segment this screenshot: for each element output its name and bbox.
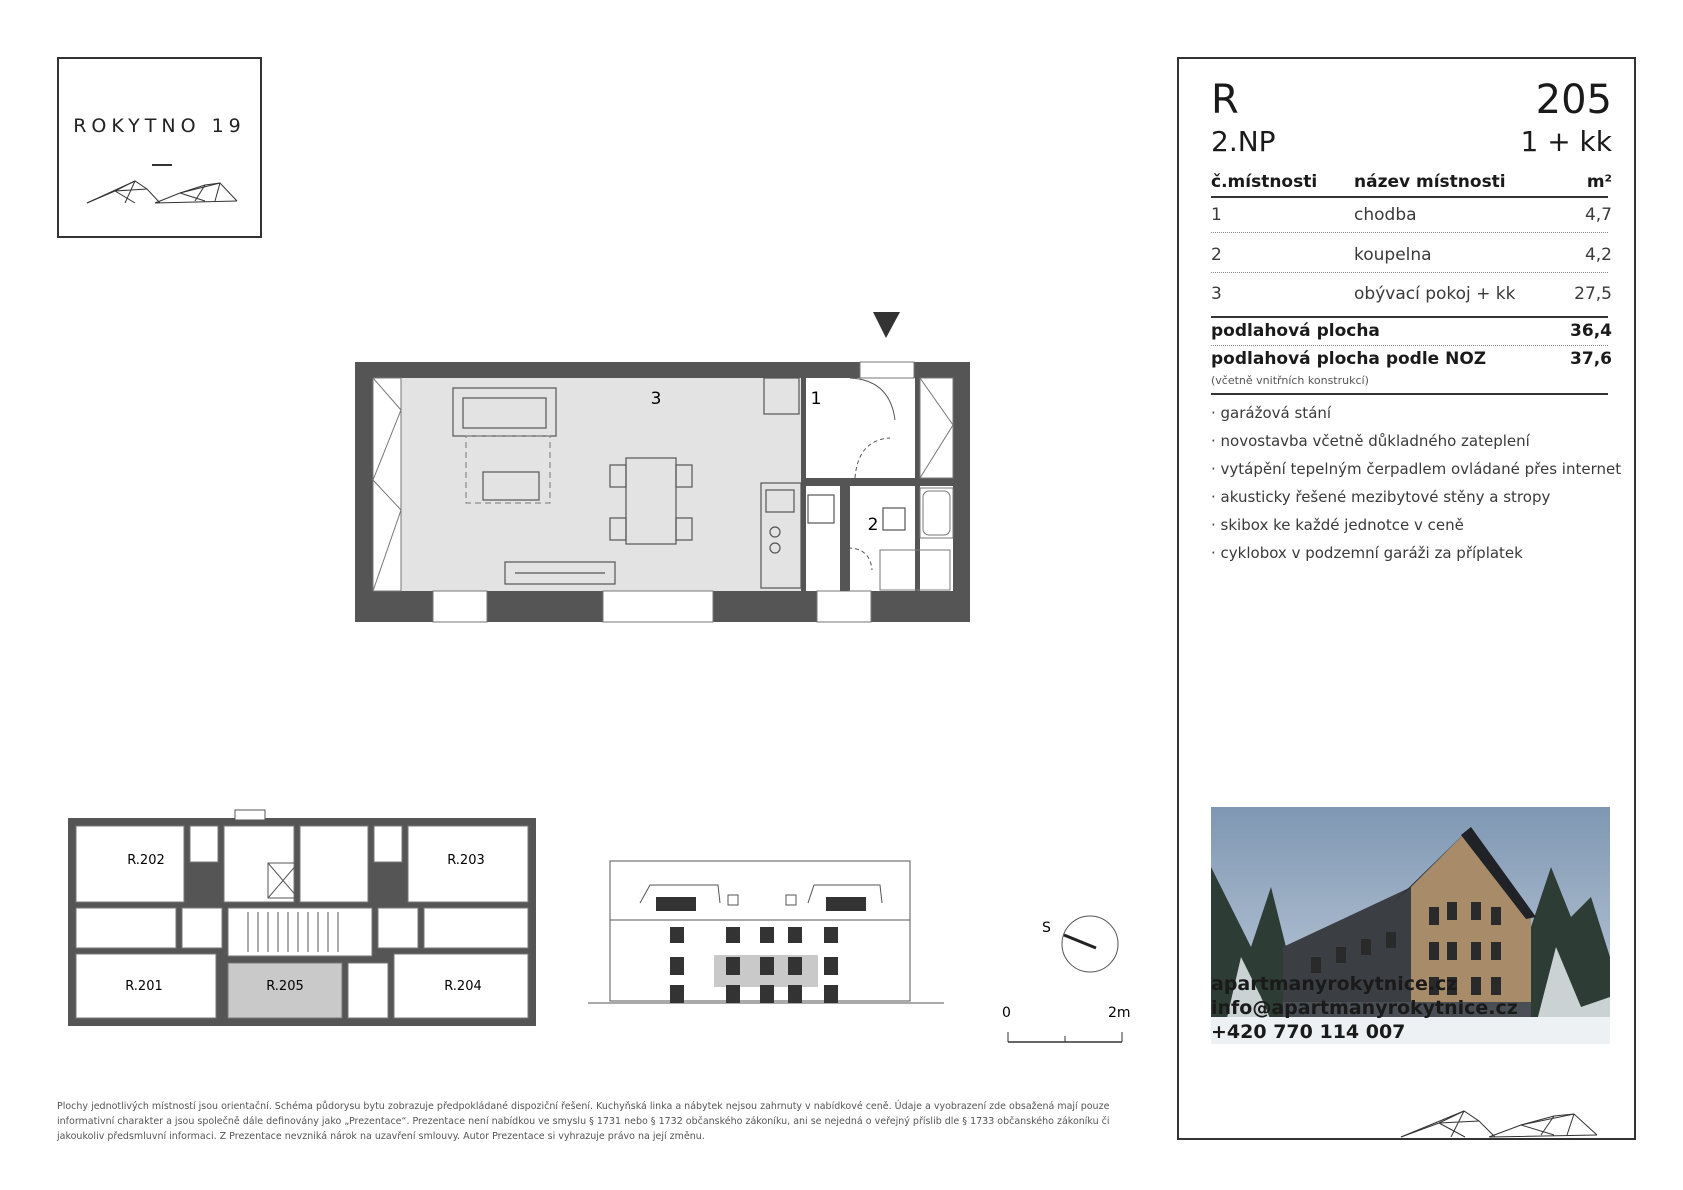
keyplan-r203: R.203 [447, 853, 485, 868]
room-label-2: 2 [867, 515, 879, 535]
row-name: obývací pokoj + kk [1354, 284, 1516, 304]
scale-bar [1000, 1000, 1135, 1050]
noz-area-value: 37,6 [1570, 349, 1612, 369]
keyplan-r204: R.204 [444, 979, 482, 994]
row-area: 27,5 [1574, 284, 1612, 304]
compass-label: S [1042, 920, 1051, 936]
logo-divider [152, 164, 172, 166]
list-item: · skibox ke každé jednotce v ceně [1211, 516, 1464, 534]
info-panel [1177, 57, 1636, 1140]
row-num: 1 [1211, 205, 1222, 225]
logo-box [57, 57, 262, 238]
floor-area-label: podlahová plocha [1211, 321, 1380, 341]
list-item: · cyklobox v podzemní garáži za příplatek [1211, 544, 1523, 562]
mountain-logo-icon [85, 179, 240, 205]
list-item: · vytápění tepelným čerpadlem ovládané přes internet [1211, 460, 1622, 478]
compass-icon [1036, 910, 1126, 990]
table-end-rule [1211, 393, 1608, 395]
col-header-num: č.místnosti [1211, 172, 1318, 192]
noz-area-label: podlahová plocha podle NOZ [1211, 349, 1487, 369]
table-sum-rule [1211, 316, 1608, 318]
entrance-arrow-icon [873, 312, 900, 338]
floor-label: 2.NP [1211, 125, 1276, 158]
row-num: 3 [1211, 284, 1222, 304]
keyplan-r205: R.205 [266, 979, 304, 994]
row-area: 4,2 [1584, 245, 1612, 265]
row-area: 4,7 [1584, 205, 1612, 225]
list-item: · akusticky řešené mezibytové stěny a stropy [1211, 488, 1551, 506]
email-link[interactable]: info@apartmanyrokytnice.cz [1211, 997, 1518, 1019]
sum-divider [1211, 345, 1608, 346]
table-header-rule [1211, 196, 1608, 198]
col-header-area: m² [1586, 172, 1612, 192]
row-name: koupelna [1354, 245, 1432, 265]
col-header-name: název místnosti [1354, 172, 1506, 192]
row-name: chodba [1354, 205, 1417, 225]
key-plan [68, 808, 538, 1028]
room-label-1: 1 [810, 389, 822, 409]
room-label-3: 3 [650, 389, 662, 409]
website-link[interactable]: apartmanyrokytnice.cz [1211, 973, 1458, 995]
brand-name: ROKYTNO 19 [73, 115, 246, 137]
keyplan-r202: R.202 [127, 853, 165, 868]
list-item: · novostavba včetně důkladného zateplení [1211, 432, 1530, 450]
building-letter: R [1211, 77, 1239, 123]
scale-start: 0 [1002, 1005, 1011, 1021]
row-divider [1211, 272, 1608, 273]
noz-note: (včetně vnitřních konstrukcí) [1211, 374, 1369, 387]
building-elevation [588, 855, 948, 1015]
disclaimer-text: Plochy jednotlivých místností jsou orientační. Schéma půdorysu bytu zobrazuje předpokládané dispoziční řešení. Kuchyňská linka a nábytek nejsou zahrnuty v nabídkové ceně. Údaje a vyobrazení zde obsažená mají pouze informativní charakter a jsou společně dále definovány jako „Prezentace“. Prezentace není nabídkou ve smyslu § 1731 nebo § 1732 občanského zákoníku, ani se nejedná o veřejný příslib dle § 1733 občanského zákoníku či jakoukoliv předsmluvní informaci. Z Prezentace nevzniká nárok na uzavření smlouvy. Autor Prezentace si vyhrazuje právo na její změnu. [57, 1101, 1110, 1142]
feature-list [1211, 404, 1621, 572]
layout-label: 1 + kk [1520, 125, 1612, 158]
floor-area-value: 36,4 [1570, 321, 1612, 341]
mountain-logo-icon [1399, 1109, 1599, 1139]
list-item: · garážová stání [1211, 404, 1332, 422]
scale-end: 2m [1108, 1005, 1131, 1021]
row-num: 2 [1211, 245, 1222, 265]
unit-number: 205 [1535, 77, 1612, 123]
phone-link[interactable]: +420 770 114 007 [1211, 1021, 1406, 1043]
floor-plan [350, 300, 980, 630]
keyplan-r201: R.201 [125, 979, 163, 994]
row-divider [1211, 232, 1608, 233]
